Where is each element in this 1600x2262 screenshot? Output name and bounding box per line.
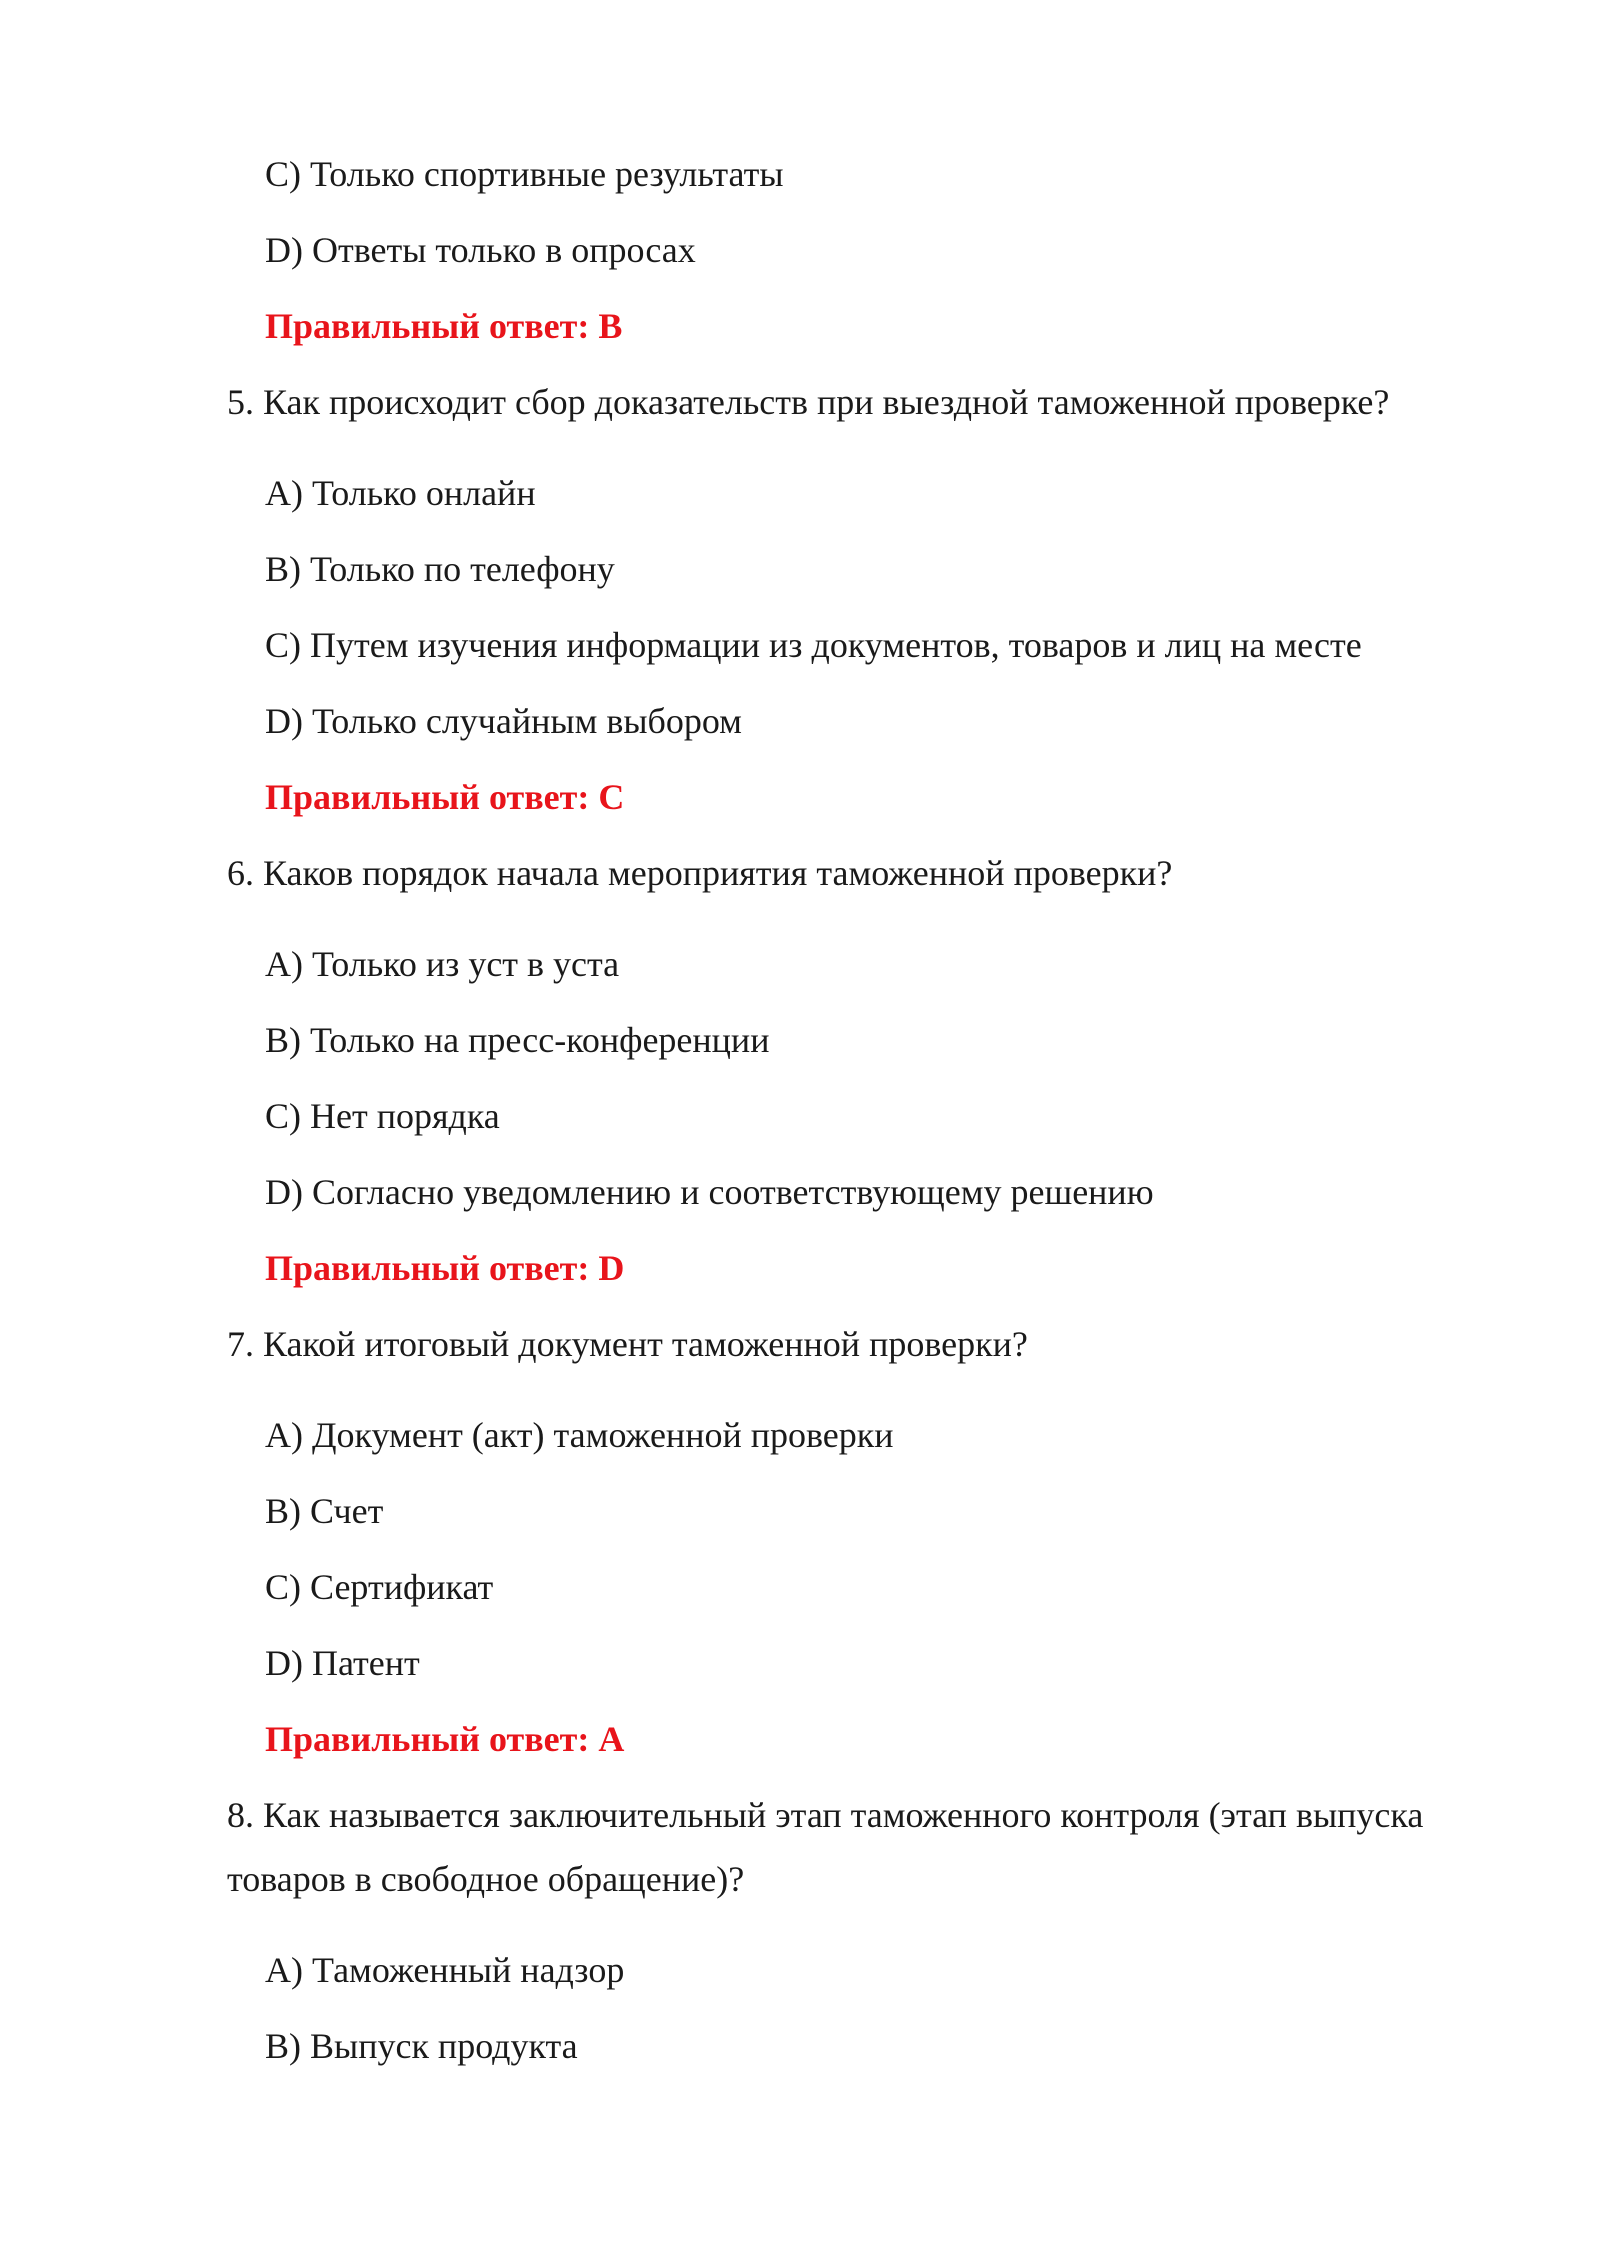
option-c: C) Нет порядка bbox=[265, 1096, 500, 1136]
option-b: B) Счет bbox=[265, 1491, 384, 1531]
option-c: C) Только спортивные результаты bbox=[265, 154, 784, 194]
question-8-line-2: товаров в свободное обращение)? bbox=[227, 1859, 745, 1899]
option-c: C) Сертификат bbox=[265, 1567, 494, 1607]
option-d: D) Патент bbox=[265, 1643, 420, 1683]
option-a: A) Таможенный надзор bbox=[265, 1950, 625, 1990]
correct-answer: Правильный ответ: B bbox=[265, 306, 623, 346]
option-a: A) Только онлайн bbox=[265, 473, 536, 513]
question-5: 5. Как происходит сбор доказательств при выездной таможенной проверке? bbox=[227, 382, 1390, 422]
option-d: D) Согласно уведомлению и соответствующему решению bbox=[265, 1172, 1154, 1212]
correct-answer: Правильный ответ: A bbox=[265, 1719, 625, 1759]
correct-answer: Правильный ответ: C bbox=[265, 777, 625, 817]
question-8-line-1: 8. Как называется заключительный этап таможенного контроля (этап выпуска bbox=[227, 1795, 1424, 1835]
option-a: A) Только из уст в уста bbox=[265, 944, 620, 984]
question-7: 7. Какой итоговый документ таможенной проверки? bbox=[227, 1324, 1028, 1364]
question-6: 6. Каков порядок начала мероприятия таможенной проверки? bbox=[227, 853, 1173, 893]
option-d: D) Ответы только в опросах bbox=[265, 230, 696, 270]
option-b: B) Только по телефону bbox=[265, 549, 615, 589]
option-b: B) Выпуск продукта bbox=[265, 2026, 578, 2066]
option-b: B) Только на пресс-конференции bbox=[265, 1020, 770, 1060]
correct-answer: Правильный ответ: D bbox=[265, 1248, 625, 1288]
option-c: C) Путем изучения информации из документов, товаров и лиц на месте bbox=[265, 625, 1362, 665]
option-d: D) Только случайным выбором bbox=[265, 701, 742, 741]
option-a: A) Документ (акт) таможенной проверки bbox=[265, 1415, 894, 1455]
